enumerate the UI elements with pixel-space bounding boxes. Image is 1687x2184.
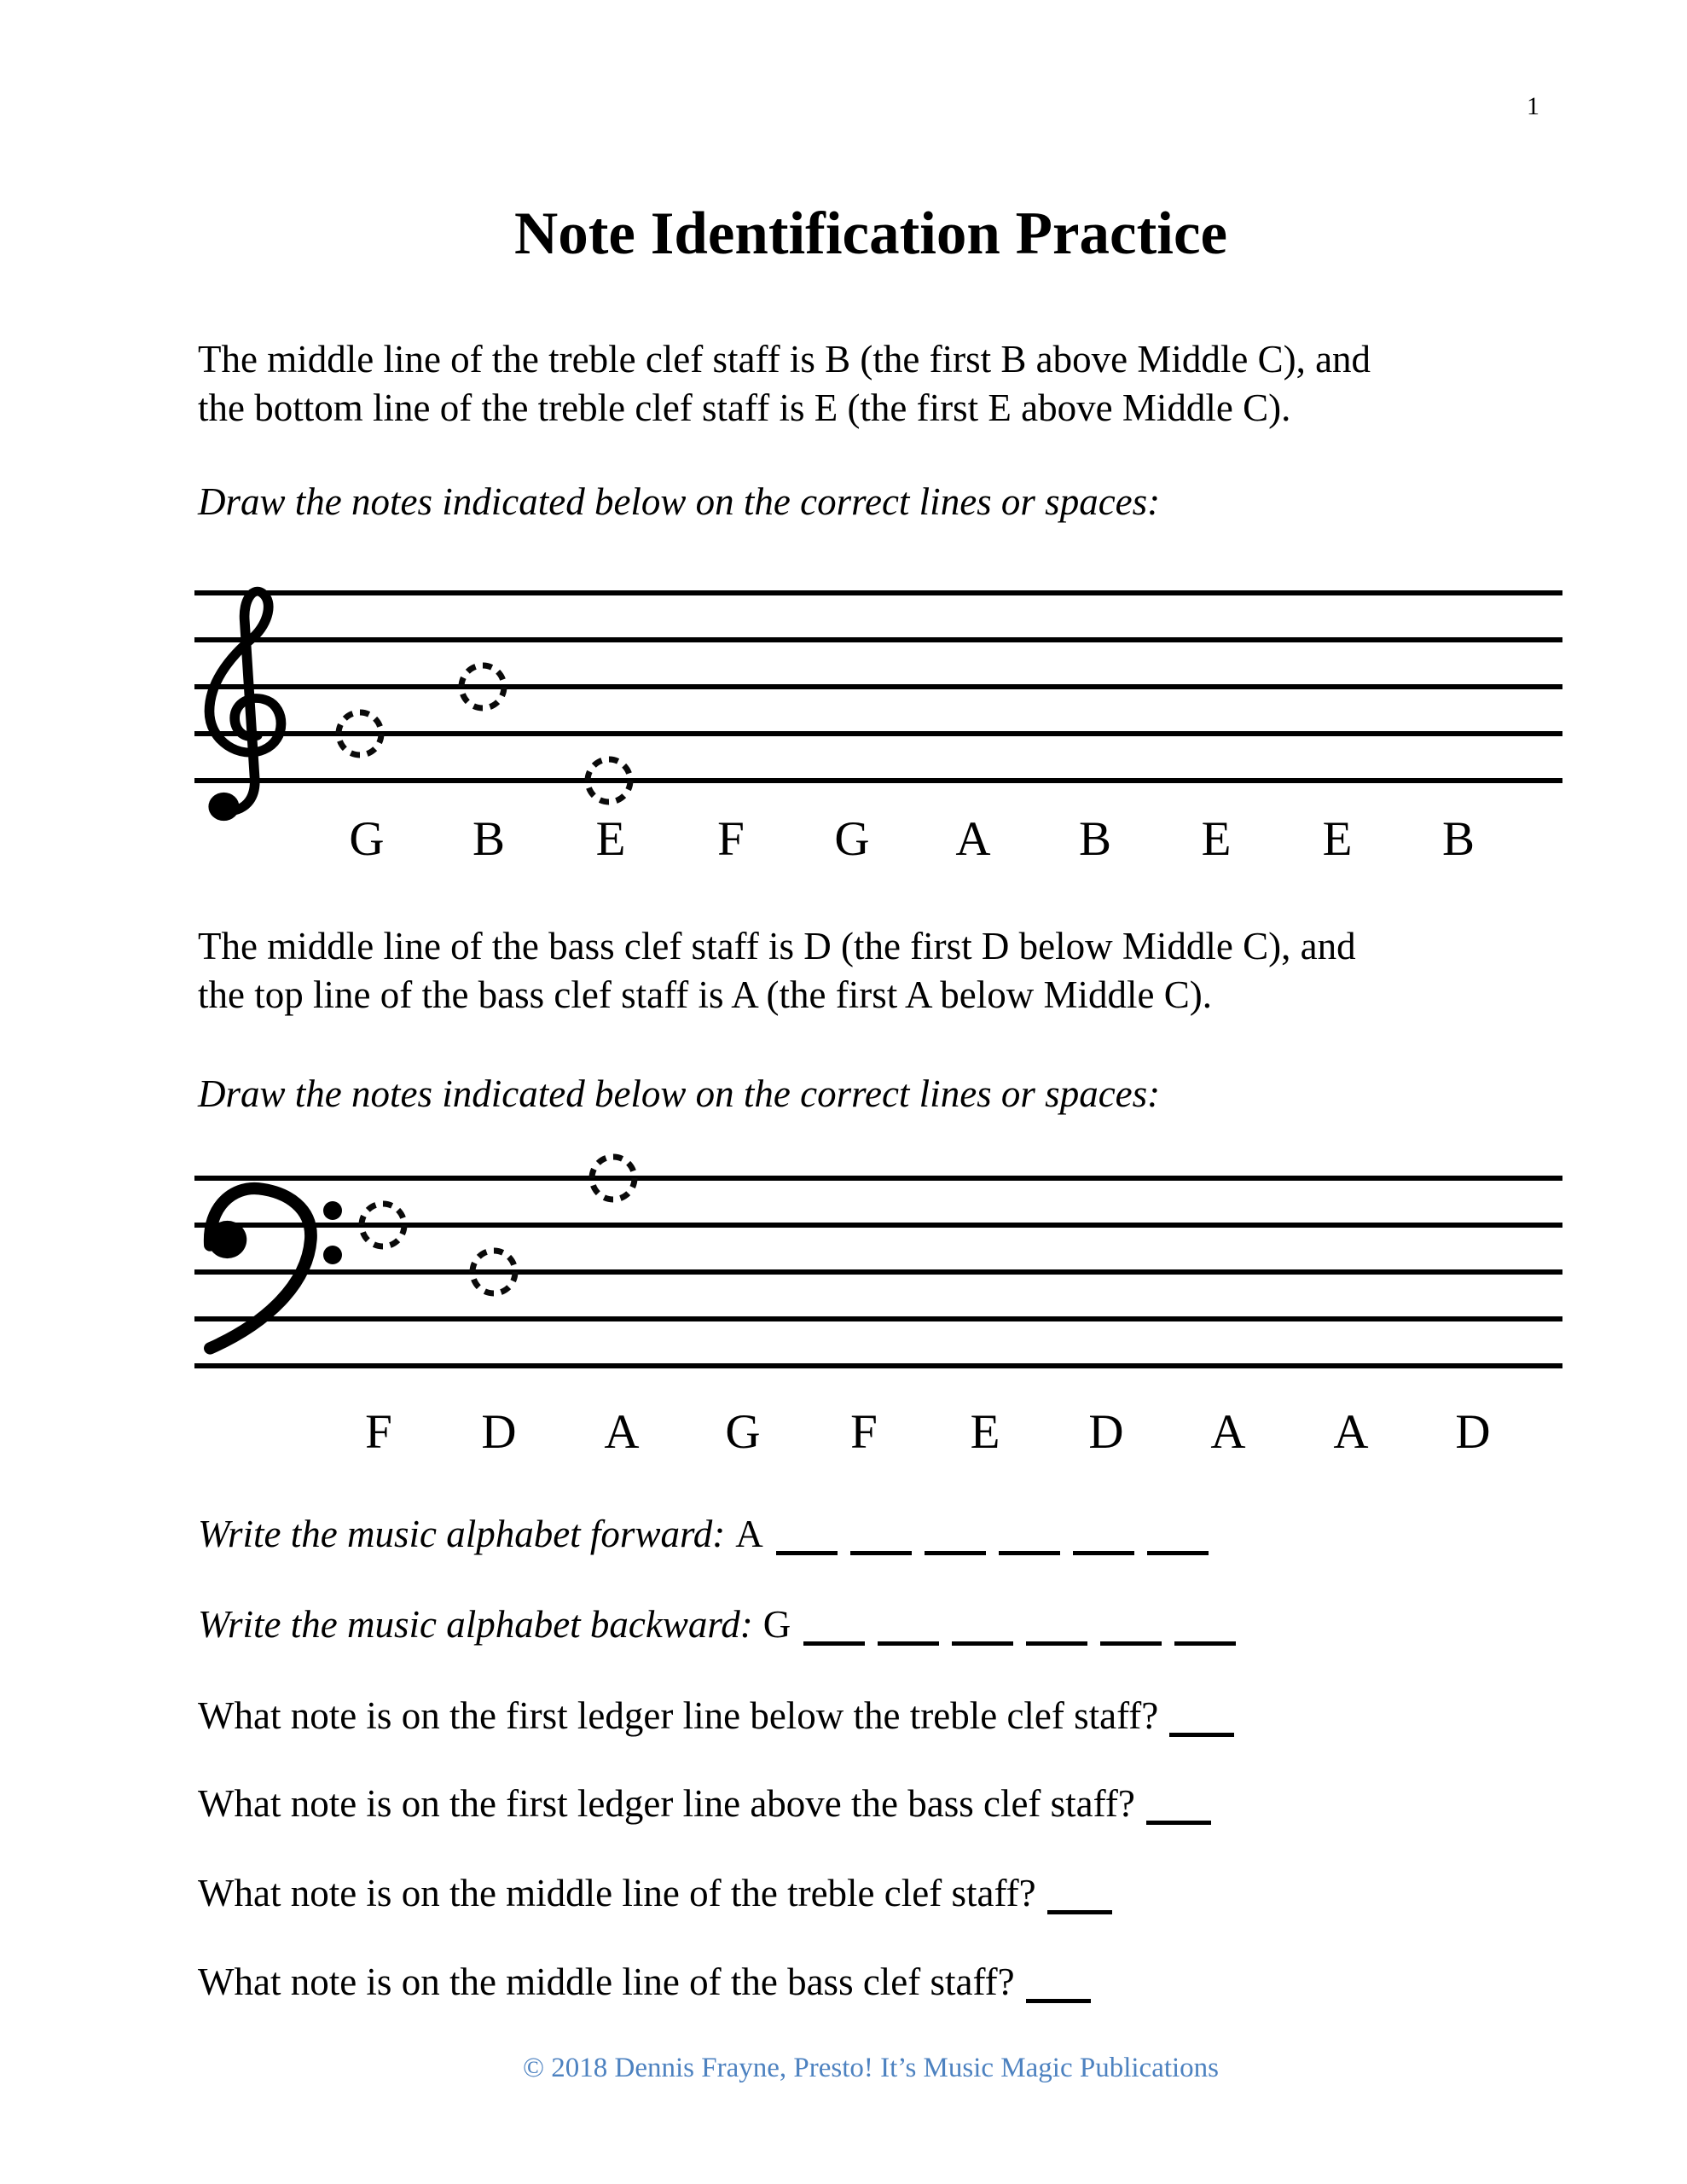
footer-credit: © 2018 Dennis Frayne, Presto! It’s Music Magic Publications — [522, 2053, 1220, 2083]
bass-intro-paragraph — [198, 922, 1562, 1019]
note-label: E — [1201, 812, 1232, 866]
note-label: B — [1441, 812, 1475, 866]
answer-blank — [1100, 1616, 1162, 1646]
treble-staff-lines — [194, 593, 1562, 781]
alphabet-forward-prompt: Write the music alphabet forward: — [198, 1513, 726, 1555]
answer-blank — [1169, 1707, 1234, 1737]
note-label: B — [1078, 812, 1112, 866]
alphabet-backward-line — [198, 1600, 1562, 1649]
note-label: F — [717, 812, 745, 866]
drawn-note-circle-f — [362, 1204, 404, 1246]
note-label: B — [472, 812, 506, 866]
bass-draw-prompt: Draw the notes indicated below on the correct lines or spaces: — [198, 1072, 1161, 1115]
drawn-note-circle-b — [461, 665, 504, 708]
treble-intro-line2: the bottom line of the treble clef staff is E (the first E above Middle C). — [198, 386, 1291, 429]
question-1 — [198, 1692, 1562, 1740]
question-2 — [198, 1780, 1562, 1828]
note-label: D — [1455, 1405, 1491, 1459]
bass-clef-icon — [208, 1188, 342, 1348]
treble-draw-prompt: Draw the notes indicated below on the correct lines or spaces: — [198, 480, 1161, 523]
treble-intro-line1: The middle line of the treble clef staff is B (the first B above Middle C), and — [198, 338, 1371, 380]
note-label: A — [1210, 1405, 1246, 1459]
answer-blank — [1146, 1795, 1211, 1825]
answer-blank — [952, 1616, 1013, 1646]
answer-blank — [1026, 1616, 1087, 1646]
note-label: F — [850, 1405, 878, 1459]
page-title: Note Identification Practice — [514, 200, 1227, 267]
answer-blank — [850, 1525, 912, 1555]
page-number: 1 — [1527, 92, 1539, 120]
bass-note-labels — [0, 1407, 1687, 1467]
drawn-note-circle-a — [592, 1157, 635, 1199]
note-label: A — [955, 812, 991, 866]
bass-staff-lines — [194, 1178, 1562, 1366]
drawn-note-circle-d — [472, 1251, 515, 1293]
note-label: E — [970, 1405, 1000, 1459]
note-label: E — [595, 812, 626, 866]
question-2-text: What note is on the first ledger line above the bass clef staff? — [198, 1782, 1135, 1825]
answer-blank — [1026, 1973, 1091, 2003]
note-label: G — [834, 812, 870, 866]
note-label: D — [1088, 1405, 1124, 1459]
treble-note-labels — [0, 814, 1687, 874]
answer-blank — [803, 1616, 865, 1646]
alphabet-forward-start: A — [735, 1513, 763, 1555]
question-3 — [198, 1869, 1562, 1918]
answer-blank — [999, 1525, 1060, 1555]
alphabet-backward-prompt: Write the music alphabet backward: — [198, 1603, 753, 1646]
note-label: G — [725, 1405, 761, 1459]
note-label: F — [365, 1405, 392, 1459]
note-label: A — [604, 1405, 640, 1459]
bass-intro-line2: the top line of the bass clef staff is A (the first A below Middle C). — [198, 973, 1212, 1016]
answer-blank — [1147, 1525, 1209, 1555]
drawn-note-circle-g — [339, 712, 381, 755]
question-4 — [198, 1958, 1562, 2007]
answer-blank — [925, 1525, 986, 1555]
alphabet-backward-start: G — [762, 1603, 791, 1646]
alphabet-forward-line — [198, 1510, 1562, 1559]
note-label: D — [481, 1405, 517, 1459]
answer-blank — [776, 1525, 838, 1555]
answer-blank — [1073, 1525, 1134, 1555]
treble-clef-icon — [208, 591, 281, 821]
bass-intro-line1: The middle line of the bass clef staff is D (the first D below Middle C), and — [198, 925, 1356, 967]
question-1-text: What note is on the first ledger line below the treble clef staff? — [198, 1694, 1159, 1737]
treble-intro-paragraph — [198, 335, 1562, 433]
note-label: G — [349, 812, 385, 866]
answer-blank — [878, 1616, 939, 1646]
drawn-note-circle-e — [588, 759, 630, 802]
question-3-text: What note is on the middle line of the treble clef staff? — [198, 1872, 1036, 1914]
note-label: A — [1333, 1405, 1369, 1459]
note-label: E — [1322, 812, 1353, 866]
answer-blank — [1047, 1885, 1112, 1914]
answer-blank — [1174, 1616, 1236, 1646]
question-4-text: What note is on the middle line of the bass clef staff? — [198, 1960, 1015, 2003]
